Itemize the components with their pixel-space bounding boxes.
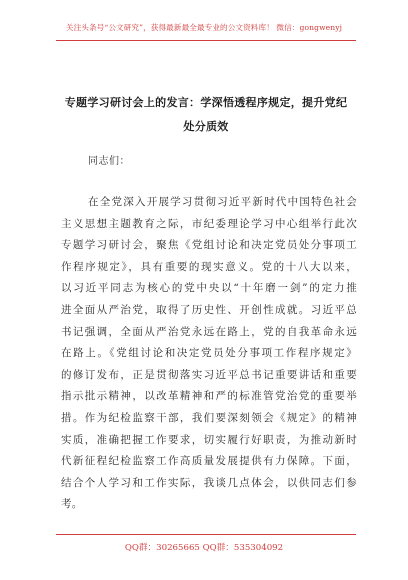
body-line: 结合个人学习和工作实际，我谈几点体会，以供同志们参 [61,476,357,489]
body-line: 主义思想主题教育之际，市纪委理论学习中心组举行此次 [61,217,357,230]
body-line: 实质，准确把握工作要求，切实履行好职责，为推动新时 [61,433,357,446]
body-line: 专题学习研讨会，聚焦《党组讨论和决定党员处分事项工 [61,239,357,252]
body-line: 书记强调，全面从严治党永远在路上，党的自我革命永远 [61,325,357,338]
body-line: 代新征程纪检监察工作高质量发展提供有力保障。下面， [61,455,357,468]
body-line: 指示批示精神，以改革精神和严的标准管党治党的重要举 [61,390,357,403]
salutation: 同志们： [88,156,130,167]
body-line: 作程序规定》，具有重要的现实意义。党的十八大以来， [61,260,357,273]
body-line: 以习近平同志为核心的党中央以“十年磨一剑”的定力推 [61,282,357,295]
body-line: 考。 [61,498,83,511]
body-line: 在全党深入开展学习贯彻习近平新时代中国特色社会 [88,196,357,208]
header-promo-text: 关注头条号“公文研究”，获得最新最全最专业的公文资料库！ 微信：gongwenyj [65,23,343,32]
title-line-2: 处分质效 [183,120,229,133]
body-line: 的修订发布，正是贯彻落实习近平总书记重要讲话和重要 [61,368,357,381]
footer-qq-groups: QQ群：30265665 QQ群：535304092 [124,543,284,553]
body-line: 措。作为纪检监察干部，我们要深刻领会《规定》的精神 [61,411,357,424]
body-paragraph [61,192,357,516]
footer-divider [56,534,356,535]
body-line: 进全面从严治党，取得了历史性、开创性成就。习近平总 [61,303,357,316]
title-line-1: 专题学习研讨会上的发言：学深悟透程序规定，提升党纪 [64,96,348,109]
header-divider [56,40,356,41]
body-line: 在路上。《党组讨论和决定党员处分事项工作程序规定》 [61,347,357,360]
document-title [56,91,356,139]
